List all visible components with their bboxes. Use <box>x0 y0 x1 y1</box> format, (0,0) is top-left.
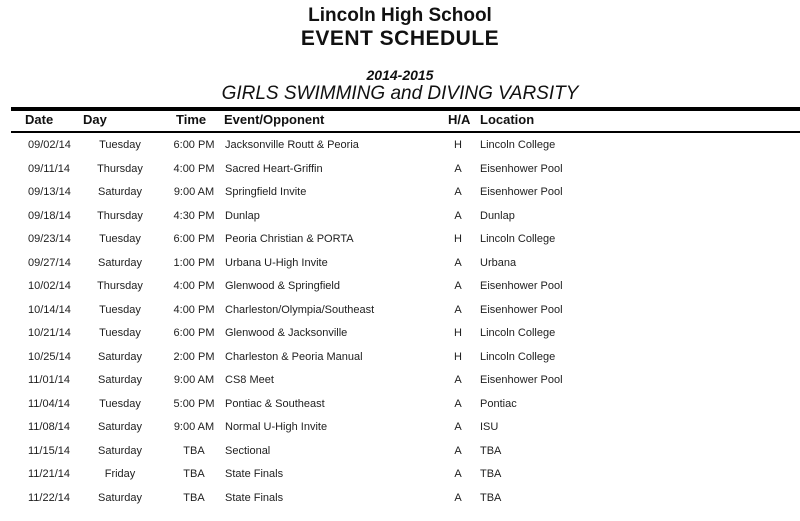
cell-home-away: A <box>454 397 462 410</box>
cell-date: 10/14/14 <box>28 303 71 316</box>
cell-day: Thursday <box>97 280 143 293</box>
cell-home-away: H <box>454 350 462 363</box>
cell-date: 11/08/14 <box>28 421 71 434</box>
table-row <box>0 486 800 510</box>
table-row <box>0 181 800 205</box>
cell-time: 9:00 AM <box>173 421 215 434</box>
table-row <box>0 134 800 158</box>
table-row <box>0 322 800 346</box>
column-header-home-away: H/A <box>448 112 471 127</box>
cell-time: 6:00 PM <box>173 139 215 152</box>
cell-time: 4:00 PM <box>173 280 215 293</box>
cell-time: TBA <box>183 444 205 457</box>
cell-date: 09/23/14 <box>28 233 71 246</box>
cell-day: Tuesday <box>99 139 141 152</box>
cell-event: Charleston & Peoria Manual <box>225 350 363 363</box>
table-row <box>0 439 800 463</box>
cell-event: Normal U-High Invite <box>225 421 328 434</box>
cell-home-away: A <box>454 256 462 269</box>
cell-location: Eisenhower Pool <box>480 162 563 175</box>
cell-event: CS8 Meet <box>225 374 274 387</box>
cell-date: 10/21/14 <box>28 327 71 340</box>
cell-time: 4:30 PM <box>173 209 215 222</box>
cell-day: Tuesday <box>99 303 141 316</box>
table-row <box>0 204 800 228</box>
cell-day: Thursday <box>97 209 143 222</box>
cell-event: Sacred Heart-Griffin <box>225 162 323 175</box>
cell-event: Jacksonville Routt & Peoria <box>225 139 359 152</box>
table-row <box>0 298 800 322</box>
cell-event: State Finals <box>225 491 284 504</box>
schedule-table-body <box>0 134 800 510</box>
cell-day: Saturday <box>97 421 143 434</box>
cell-date: 09/11/14 <box>28 162 71 175</box>
cell-event: Pontiac & Southeast <box>225 397 325 410</box>
cell-date: 11/04/14 <box>28 397 71 410</box>
cell-location: Eisenhower Pool <box>480 280 563 293</box>
table-row <box>0 463 800 487</box>
table-row <box>0 345 800 369</box>
cell-day: Tuesday <box>99 327 141 340</box>
document-title: EVENT SCHEDULE <box>300 27 500 50</box>
cell-location: Lincoln College <box>480 139 556 152</box>
cell-home-away: A <box>454 303 462 316</box>
cell-day: Saturday <box>97 186 143 199</box>
cell-home-away: A <box>454 374 462 387</box>
table-row <box>0 369 800 393</box>
cell-location: ISU <box>480 421 499 434</box>
cell-date: 11/21/14 <box>28 468 71 481</box>
cell-time: 6:00 PM <box>173 233 215 246</box>
cell-event: Glenwood & Jacksonville <box>225 327 348 340</box>
cell-time: 1:00 PM <box>173 256 215 269</box>
season-label: 2014-2015 <box>366 67 434 83</box>
cell-location: Lincoln College <box>480 233 556 246</box>
cell-date: 09/02/14 <box>28 139 71 152</box>
cell-event: Sectional <box>225 444 271 457</box>
cell-event: Glenwood & Springfield <box>225 280 340 293</box>
cell-home-away: H <box>454 139 462 152</box>
cell-location: Eisenhower Pool <box>480 186 563 199</box>
cell-location: Urbana <box>480 256 517 269</box>
cell-time: 6:00 PM <box>173 327 215 340</box>
cell-day: Thursday <box>97 162 143 175</box>
cell-location: Eisenhower Pool <box>480 303 563 316</box>
cell-home-away: A <box>454 162 462 175</box>
cell-date: 09/13/14 <box>28 186 71 199</box>
header-top-rule <box>11 107 800 111</box>
table-column-headers <box>0 113 800 131</box>
cell-event: Dunlap <box>225 209 260 222</box>
cell-event: Peoria Christian & PORTA <box>225 233 354 246</box>
cell-event: Charleston/Olympia/Southeast <box>225 303 375 316</box>
cell-event: State Finals <box>225 468 284 481</box>
table-row <box>0 392 800 416</box>
cell-time: 5:00 PM <box>173 397 215 410</box>
cell-home-away: H <box>454 233 462 246</box>
column-header-day: Day <box>83 112 107 127</box>
cell-home-away: A <box>454 421 462 434</box>
column-header-date: Date <box>25 112 54 127</box>
cell-home-away: A <box>454 444 462 457</box>
table-row <box>0 157 800 181</box>
cell-time: 4:00 PM <box>173 303 215 316</box>
cell-time: TBA <box>183 491 205 504</box>
table-row <box>0 275 800 299</box>
cell-home-away: H <box>454 327 462 340</box>
column-header-location: Location <box>480 112 535 127</box>
cell-day: Tuesday <box>99 233 141 246</box>
cell-time: 2:00 PM <box>173 350 215 363</box>
cell-location: Lincoln College <box>480 327 556 340</box>
cell-day: Tuesday <box>99 397 141 410</box>
cell-day: Saturday <box>97 491 143 504</box>
cell-location: TBA <box>480 491 502 504</box>
school-name: Lincoln High School <box>308 5 492 26</box>
column-header-event-opponent: Event/Opponent <box>224 112 325 127</box>
table-row <box>0 251 800 275</box>
cell-day: Friday <box>104 468 136 481</box>
cell-location: TBA <box>480 468 502 481</box>
cell-location: Eisenhower Pool <box>480 374 563 387</box>
cell-date: 10/25/14 <box>28 350 71 363</box>
table-row <box>0 416 800 440</box>
cell-location: TBA <box>480 444 502 457</box>
cell-time: TBA <box>183 468 205 481</box>
cell-date: 11/01/14 <box>28 374 71 387</box>
column-header-time: Time <box>176 112 207 127</box>
cell-date: 11/22/14 <box>28 491 71 504</box>
table-row <box>0 228 800 252</box>
cell-home-away: A <box>454 186 462 199</box>
cell-date: 09/18/14 <box>28 209 71 222</box>
cell-time: 4:00 PM <box>173 162 215 175</box>
cell-home-away: A <box>454 280 462 293</box>
cell-day: Saturday <box>97 444 143 457</box>
cell-event: Springfield Invite <box>225 186 307 199</box>
cell-location: Pontiac <box>480 397 517 410</box>
cell-time: 9:00 AM <box>173 186 215 199</box>
cell-date: 11/15/14 <box>28 444 71 457</box>
cell-time: 9:00 AM <box>173 374 215 387</box>
cell-location: Dunlap <box>480 209 515 222</box>
cell-location: Lincoln College <box>480 350 556 363</box>
cell-home-away: A <box>454 468 462 481</box>
cell-home-away: A <box>454 209 462 222</box>
team-title: GIRLS SWIMMING and DIVING VARSITY <box>221 83 579 104</box>
cell-date: 09/27/14 <box>28 256 71 269</box>
cell-event: Urbana U-High Invite <box>225 256 328 269</box>
cell-date: 10/02/14 <box>28 280 71 293</box>
cell-home-away: A <box>454 491 462 504</box>
cell-day: Saturday <box>97 256 143 269</box>
cell-day: Saturday <box>97 350 143 363</box>
cell-day: Saturday <box>97 374 143 387</box>
